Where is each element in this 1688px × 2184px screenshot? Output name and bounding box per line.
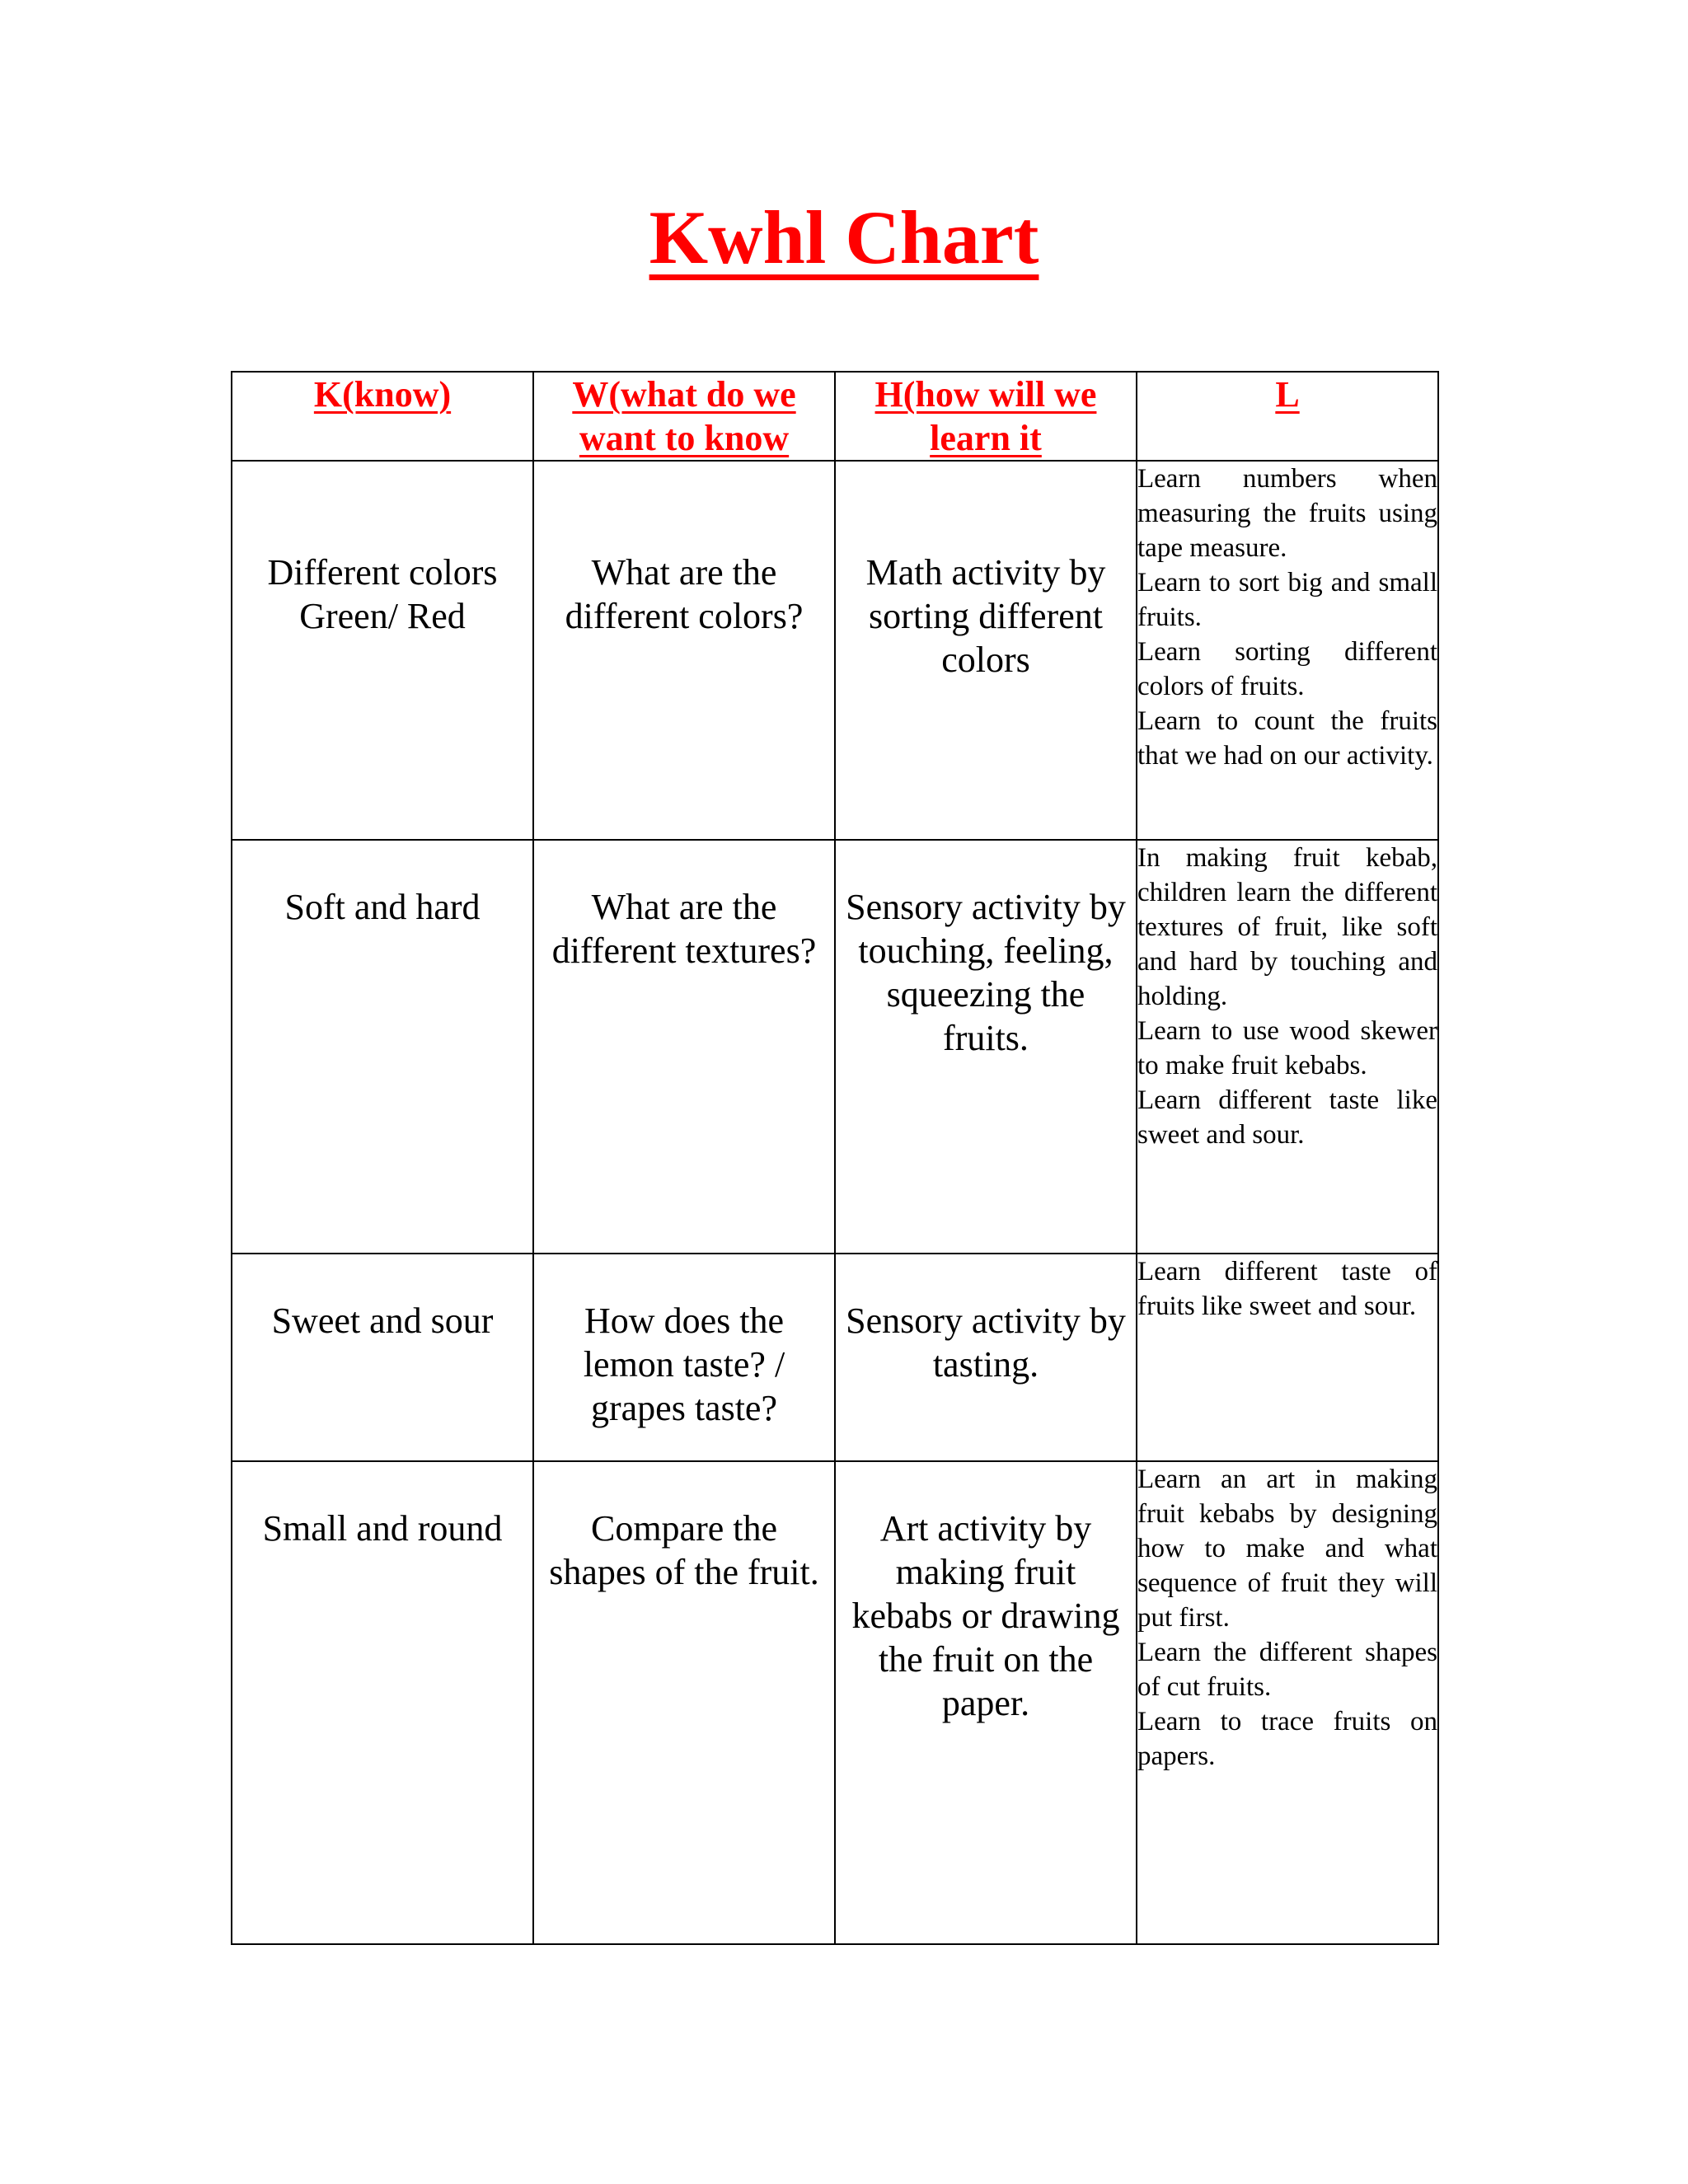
- cell-h-text: Math activity by sorting different colors: [865, 552, 1106, 680]
- cell-l-line: Learn the different shapes of cut fruits.: [1137, 1638, 1437, 1702]
- cell-w: [533, 461, 835, 840]
- cell-k-text: Small and round: [262, 1508, 503, 1549]
- kwhl-table: [231, 371, 1439, 1945]
- cell-h: [835, 461, 1137, 840]
- cell-w: [533, 1461, 835, 1944]
- cell-l: [1137, 461, 1438, 840]
- cell-h: [835, 1461, 1137, 1944]
- cell-l-line: Learn to count the fruits that we had on our activity.: [1137, 706, 1437, 771]
- cell-l-line: Learn to use wood skewer to make fruit kebabs.: [1137, 1016, 1437, 1080]
- cell-l-line: Learn different taste of fruits like sweet and sour.: [1137, 1257, 1437, 1321]
- header-l: L: [1137, 372, 1438, 461]
- cell-w: [533, 1254, 835, 1461]
- cell-k: [232, 840, 533, 1254]
- cell-w-text: What are the different colors?: [565, 552, 804, 636]
- cell-k-text: Different colors Green/ Red: [267, 552, 498, 636]
- header-row: [232, 372, 1438, 461]
- cell-h-text: Art activity by making fruit kebabs or drawing the fruit on the paper.: [851, 1508, 1120, 1723]
- cell-l-line: In making fruit kebab, children learn the different textures of fruit, like soft and hard by touching and holding.: [1137, 843, 1437, 1011]
- page-title: Kwhl Chart: [649, 195, 1039, 279]
- cell-l-line: Learn an art in making fruit kebabs by designing how to make and what sequence of fruit they will put first.: [1137, 1465, 1437, 1633]
- header-h: H(how will we learn it: [835, 372, 1137, 461]
- cell-l-line: Learn to sort big and small fruits.: [1137, 568, 1437, 632]
- cell-k-text: Sweet and sour: [271, 1301, 494, 1341]
- cell-w-text: How does the lemon taste? / grapes taste?: [583, 1301, 785, 1428]
- cell-w-text: What are the different textures?: [551, 887, 817, 971]
- cell-k: [232, 1461, 533, 1944]
- cell-l-line: Learn sorting different colors of fruits.: [1137, 637, 1437, 701]
- cell-h-text: Sensory activity by touching, feeling, squeezing the fruits.: [846, 887, 1126, 1058]
- header-w: W(what do we want to know: [533, 372, 835, 461]
- cell-h-text: Sensory activity by tasting.: [846, 1301, 1126, 1385]
- cell-k: [232, 1254, 533, 1461]
- cell-l: [1137, 1254, 1438, 1461]
- cell-l-line: Learn numbers when measuring the fruits using tape measure.: [1137, 464, 1437, 563]
- cell-k: [232, 461, 533, 840]
- cell-h: [835, 840, 1137, 1254]
- cell-k-text: Soft and hard: [284, 887, 481, 927]
- table-row: [232, 1254, 1438, 1461]
- cell-l-line: Learn different taste like sweet and sour.: [1137, 1085, 1437, 1150]
- cell-w-text: Compare the shapes of the fruit.: [549, 1508, 819, 1592]
- table-row: [232, 461, 1438, 840]
- cell-l: [1137, 840, 1438, 1254]
- cell-l: [1137, 1461, 1438, 1944]
- cell-w: [533, 840, 835, 1254]
- header-k: K(know): [232, 372, 533, 461]
- cell-l-line: Learn to trace fruits on papers.: [1137, 1707, 1437, 1771]
- cell-h: [835, 1254, 1137, 1461]
- table-row: [232, 840, 1438, 1254]
- table-row: [232, 1461, 1438, 1944]
